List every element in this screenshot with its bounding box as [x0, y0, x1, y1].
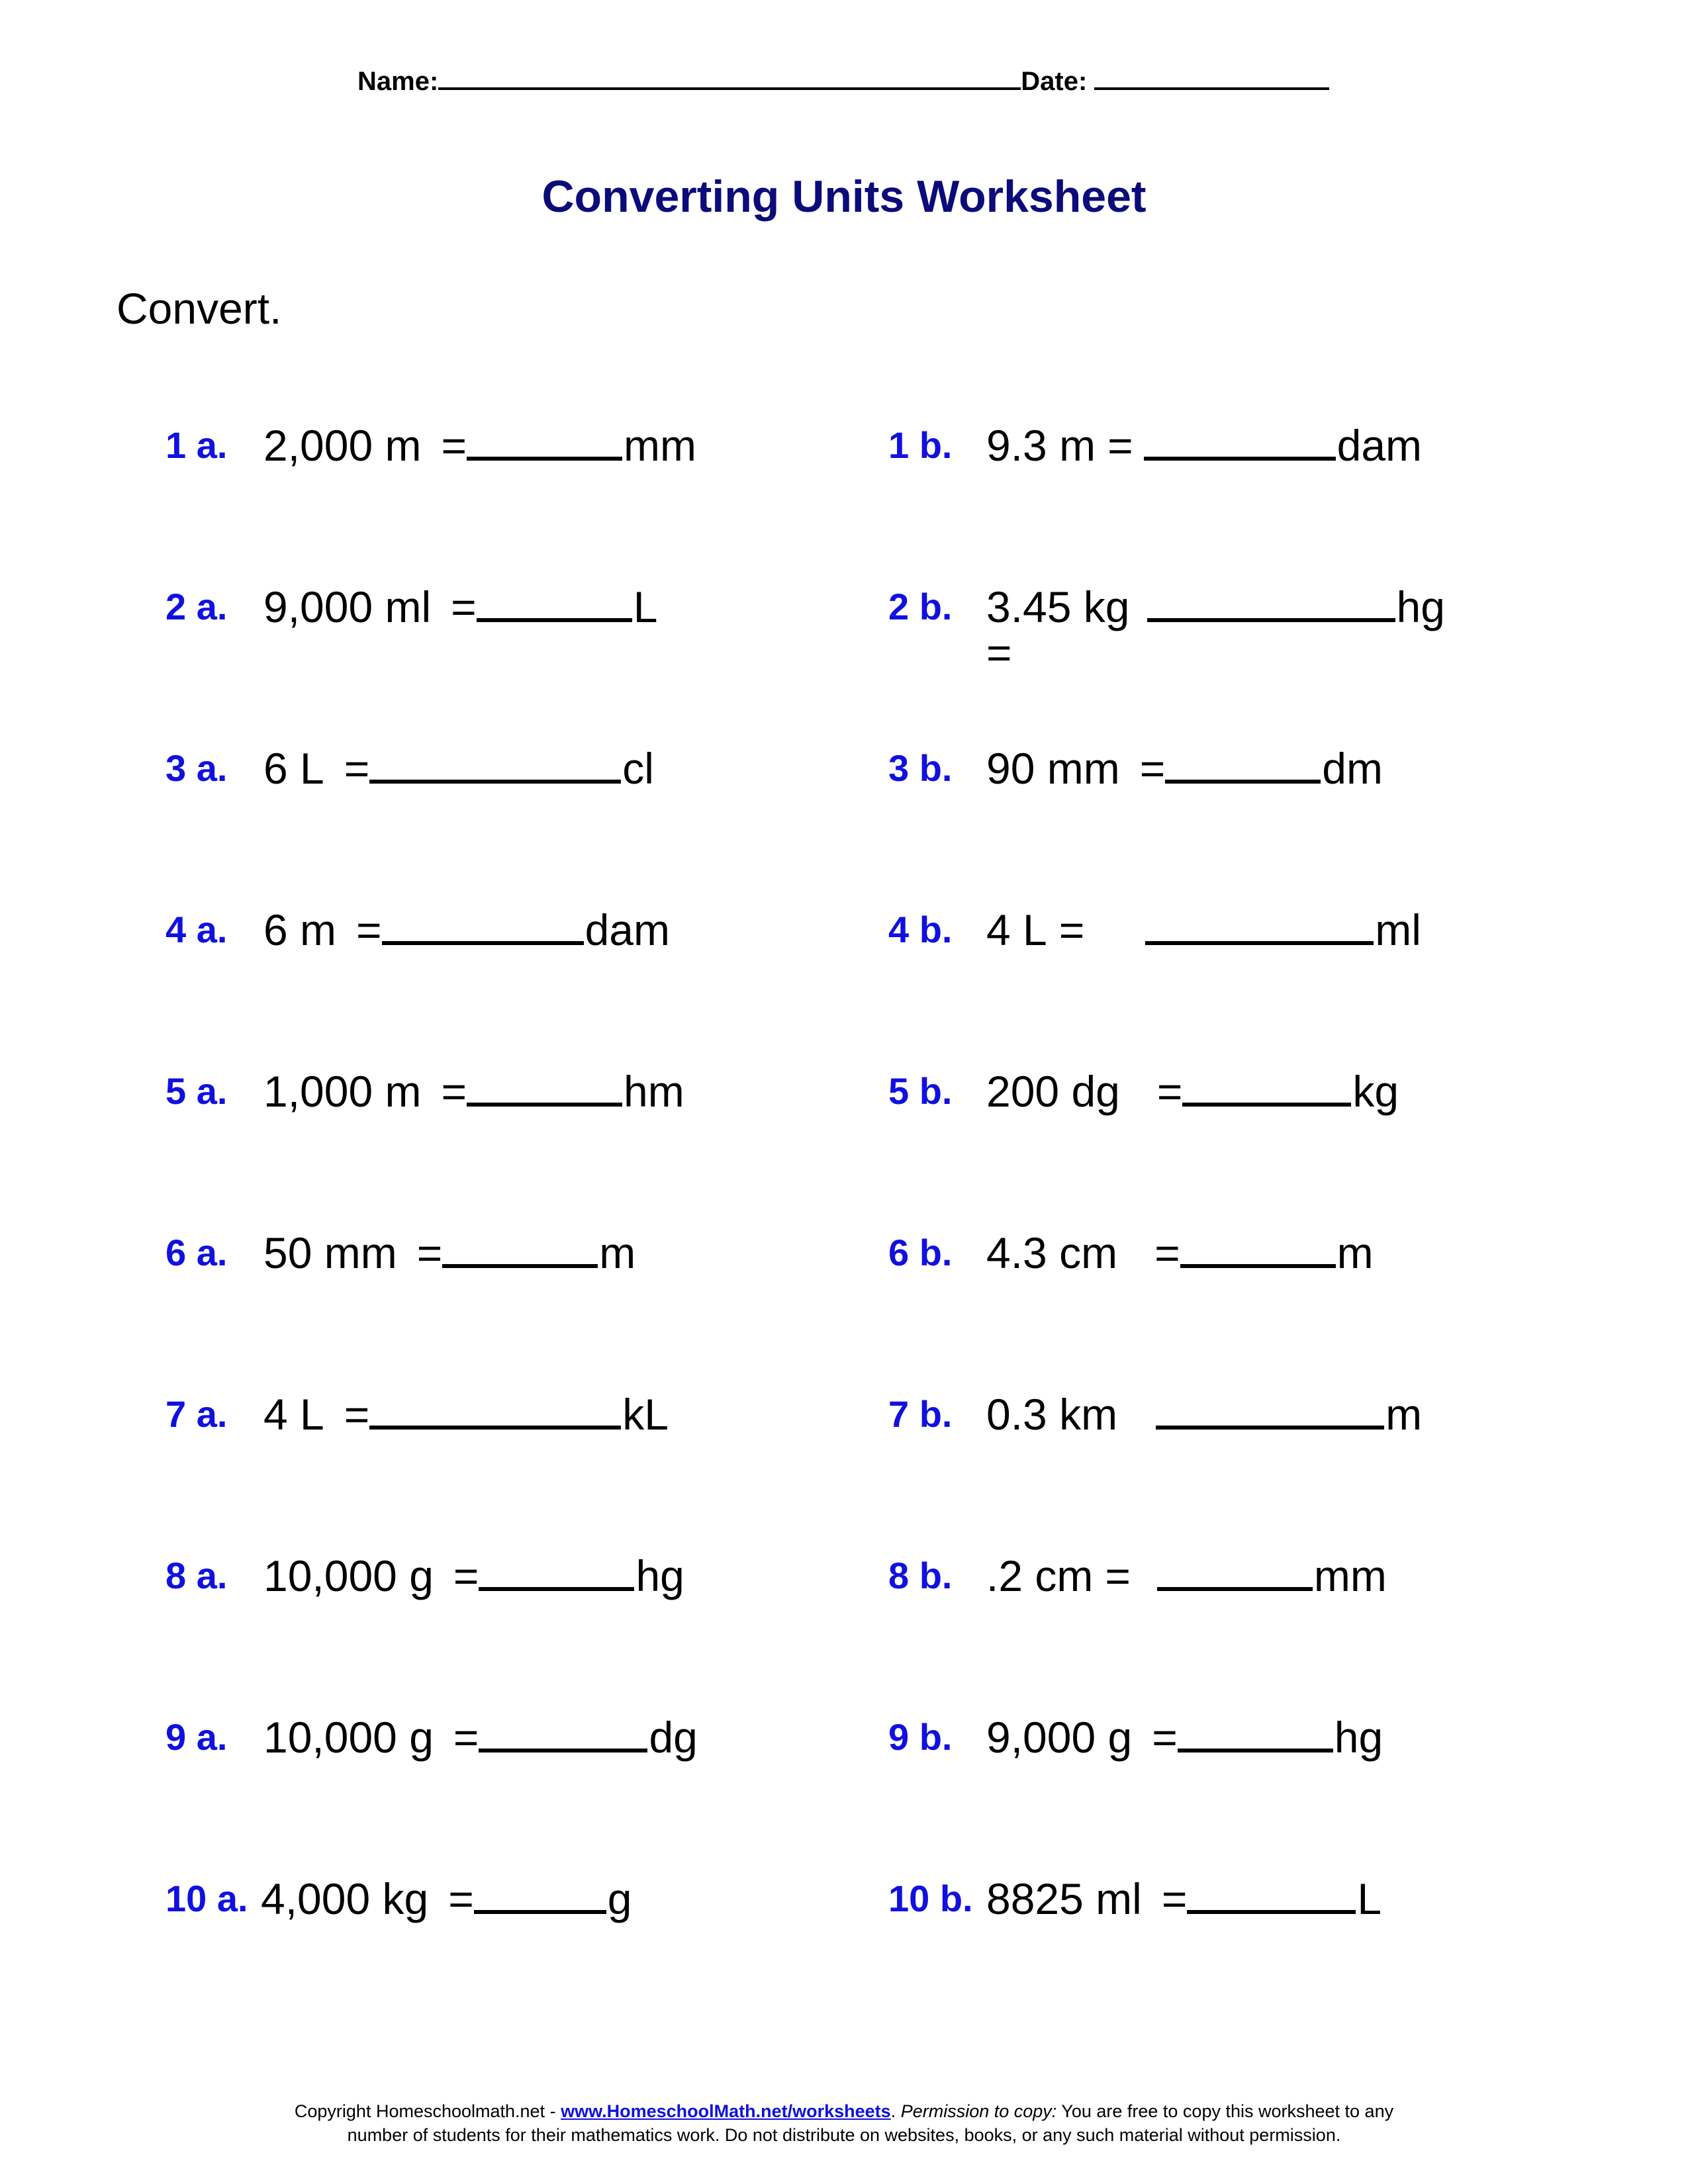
- target-unit: mm: [624, 421, 696, 470]
- problem-number: 10 b.: [888, 1878, 973, 1919]
- target-unit: hg: [1396, 582, 1445, 631]
- problem-value: .2 cm: [986, 1551, 1094, 1600]
- problem-number: 9 a.: [165, 1716, 228, 1758]
- copyright-text: Copyright Homeschoolmath.net -: [294, 2101, 561, 2121]
- equals-sign: =: [1161, 1874, 1188, 1923]
- equals-sign: =: [441, 421, 467, 470]
- answer-blank[interactable]: [474, 1872, 606, 1914]
- equals-sign: =: [1154, 1228, 1180, 1277]
- target-unit: g: [607, 1874, 632, 1923]
- problem-value: 4.3 cm: [986, 1228, 1118, 1277]
- problem-number: 6 a.: [165, 1232, 228, 1273]
- problem-number: 2 a.: [165, 586, 228, 627]
- problem-value: 90 mm: [986, 744, 1120, 793]
- worksheet-title: Converting Units Worksheet: [541, 171, 1147, 222]
- problem-number: 7 a.: [165, 1393, 228, 1435]
- target-unit: kL: [622, 1390, 669, 1439]
- equals-sign: =: [344, 1390, 370, 1439]
- problem-value: 6 L: [263, 744, 324, 793]
- equals-sign: =: [441, 1067, 467, 1116]
- equals-sign: =: [416, 1228, 443, 1277]
- answer-blank[interactable]: [369, 741, 621, 784]
- answer-blank[interactable]: [1178, 1710, 1333, 1752]
- problem-number: 3 a.: [165, 747, 228, 789]
- permission-label: Permission to copy:: [900, 2101, 1057, 2121]
- footer-separator: .: [890, 2101, 901, 2121]
- problem-value: 8825 ml: [986, 1874, 1142, 1923]
- copyright-footer: [0, 2099, 1688, 2147]
- equals-sign: =: [1058, 905, 1085, 954]
- problem-value: 4,000 kg: [261, 1874, 429, 1923]
- equals-sign: =: [451, 582, 477, 631]
- equals-sign: =: [448, 1874, 474, 1923]
- answer-blank[interactable]: [1144, 418, 1336, 461]
- problem-number: 3 b.: [888, 747, 953, 789]
- equals-sign: =: [986, 628, 1012, 677]
- target-unit: cl: [622, 744, 654, 793]
- answer-blank[interactable]: [1157, 1549, 1313, 1591]
- date-blank-line[interactable]: [1094, 61, 1329, 90]
- problem-value: 3.45 kg: [986, 582, 1130, 631]
- equals-sign: =: [356, 905, 382, 954]
- problem-value: 9.3 m: [986, 421, 1096, 470]
- target-unit: L: [633, 582, 658, 631]
- problem-number: 1 b.: [888, 424, 953, 466]
- problem-value: 200 dg: [986, 1067, 1120, 1116]
- answer-blank[interactable]: [477, 580, 632, 622]
- permission-text: You are free to copy this worksheet to any: [1056, 2101, 1394, 2121]
- equals-sign: =: [1152, 1713, 1178, 1762]
- footer-line-1: [0, 2099, 1688, 2123]
- equals-sign: =: [344, 744, 370, 793]
- target-unit: hg: [635, 1551, 684, 1600]
- problem-number: 10 a.: [165, 1878, 248, 1919]
- problem-number: 4 a.: [165, 909, 228, 950]
- equals-sign: =: [1139, 744, 1166, 793]
- problem-value: 50 mm: [263, 1228, 397, 1277]
- target-unit: mm: [1313, 1551, 1387, 1600]
- answer-blank[interactable]: [1147, 580, 1395, 622]
- answer-blank[interactable]: [467, 418, 622, 461]
- answer-blank[interactable]: [442, 1226, 598, 1268]
- answer-blank[interactable]: [1187, 1872, 1356, 1914]
- target-unit: m: [599, 1228, 636, 1277]
- problem-value: 4 L: [986, 905, 1047, 954]
- problem-number: 9 b.: [888, 1716, 953, 1758]
- target-unit: m: [1336, 1228, 1374, 1277]
- problem-number: 8 b.: [888, 1555, 953, 1596]
- name-date-header: [357, 61, 1329, 97]
- equals-sign: =: [1107, 421, 1133, 470]
- answer-blank[interactable]: [1165, 741, 1321, 784]
- problem-number: 4 b.: [888, 909, 953, 950]
- equals-sign: =: [1156, 1067, 1183, 1116]
- answer-blank[interactable]: [369, 1387, 621, 1430]
- problem-number: 7 b.: [888, 1393, 953, 1435]
- problem-value: 9,000 ml: [263, 582, 432, 631]
- problem-number: 8 a.: [165, 1555, 228, 1596]
- answer-blank[interactable]: [1156, 1387, 1384, 1430]
- problem-number: 1 a.: [165, 424, 228, 466]
- problem-number: 6 b.: [888, 1232, 953, 1273]
- target-unit: ml: [1375, 905, 1421, 954]
- problem-value: 10,000 g: [263, 1551, 434, 1600]
- answer-blank[interactable]: [479, 1549, 634, 1591]
- target-unit: hg: [1334, 1713, 1383, 1762]
- target-unit: L: [1357, 1874, 1382, 1923]
- equals-sign: =: [453, 1713, 479, 1762]
- answer-blank[interactable]: [467, 1064, 622, 1107]
- target-unit: dam: [585, 905, 670, 954]
- problem-number: 5 b.: [888, 1070, 953, 1112]
- worksheets-link[interactable]: www.HomeschoolMath.net/worksheets: [561, 2101, 891, 2121]
- problem-value: 10,000 g: [263, 1713, 434, 1762]
- equals-sign: =: [1105, 1551, 1131, 1600]
- target-unit: hm: [624, 1067, 684, 1116]
- problem-value: 2,000 m: [263, 421, 422, 470]
- problem-value: 0.3 km: [986, 1390, 1118, 1439]
- answer-blank[interactable]: [382, 903, 584, 945]
- answer-blank[interactable]: [1180, 1226, 1336, 1268]
- problem-number: 5 a.: [165, 1070, 228, 1112]
- target-unit: kg: [1352, 1067, 1399, 1116]
- answer-blank[interactable]: [479, 1710, 647, 1752]
- target-unit: m: [1385, 1390, 1423, 1439]
- name-label: Name:: [357, 67, 439, 96]
- footer-line-2: number of students for their mathematics work. Do not distribute on websites, books, or any such material without permission.: [347, 2125, 1341, 2145]
- instructions: Convert.: [117, 284, 282, 333]
- name-blank-line[interactable]: [438, 61, 1021, 90]
- equals-sign: =: [453, 1551, 479, 1600]
- problem-number: 2 b.: [888, 586, 953, 627]
- problem-value: 1,000 m: [263, 1067, 422, 1116]
- problem-value: 6 m: [263, 905, 337, 954]
- target-unit: dg: [649, 1713, 698, 1762]
- problem-value: 4 L: [263, 1390, 324, 1439]
- problem-value: 9,000 g: [986, 1713, 1133, 1762]
- target-unit: dm: [1322, 744, 1383, 793]
- answer-blank[interactable]: [1182, 1064, 1351, 1107]
- date-label: Date:: [1021, 67, 1088, 96]
- target-unit: dam: [1336, 421, 1423, 470]
- answer-blank[interactable]: [1145, 903, 1374, 945]
